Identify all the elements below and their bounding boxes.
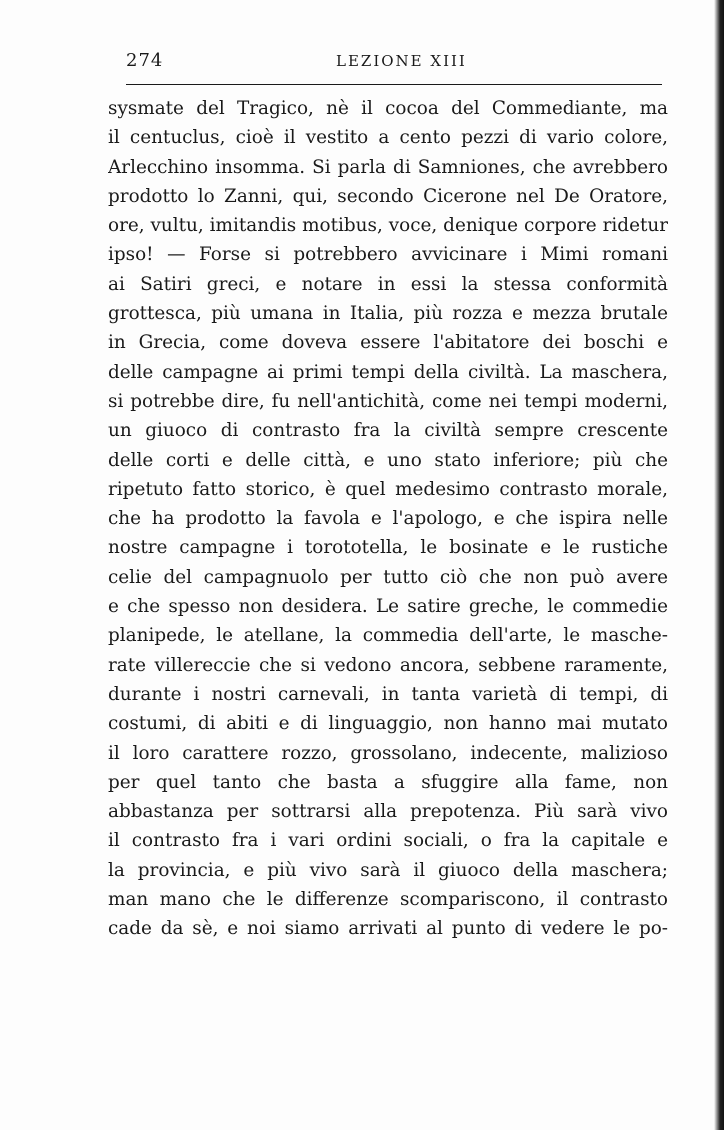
text-line: cade da sè, e noi siamo arrivati al punto di vedere le po- xyxy=(108,918,668,940)
text-line: per quel tanto che basta a sfuggire alla fame, non xyxy=(108,771,668,793)
text-line: planipede, le atellane, la commedia dell'arte, le masche- xyxy=(108,625,668,647)
text-line: ai Satiri greci, e notare in essi la stessa conformità xyxy=(108,273,668,295)
text-line: Arlecchino insomma. Si parla di Samniones, che avrebbero xyxy=(108,156,668,178)
text-line: la provincia, e più vivo sarà il giuoco della maschera; xyxy=(108,859,668,881)
text-line: costumi, di abiti e di linguaggio, non hanno mai mutato xyxy=(108,713,668,735)
text-line: rate villereccie che si vedono ancora, sebbene raramente, xyxy=(108,654,668,676)
text-line: delle corti e delle città, e uno stato inferiore; più che xyxy=(108,449,668,471)
page-header xyxy=(126,44,662,84)
header-rule xyxy=(126,84,662,85)
text-line: ore, vultu, imitandis motibus, voce, denique corpore ridetur xyxy=(108,215,668,237)
text-line: ipso! — Forse si potrebbero avvicinare i Mimi romani xyxy=(108,244,668,266)
text-line: abbastanza per sottrarsi alla prepotenza. Più sarà vivo xyxy=(108,801,668,823)
text-line: delle campagne ai primi tempi della civiltà. La maschera, xyxy=(108,361,668,383)
text-line: il centuclus, cioè il vestito a cento pezzi di vario colore, xyxy=(108,127,668,149)
text-line: ripetuto fatto storico, è quel medesimo contrasto morale, xyxy=(108,478,668,500)
text-line: in Grecia, come doveva essere l'abitatore dei boschi e xyxy=(108,332,668,354)
text-line: prodotto lo Zanni, qui, secondo Cicerone nel De Oratore, xyxy=(108,185,668,207)
text-line: grottesca, più umana in Italia, più rozza e mezza brutale xyxy=(108,303,668,325)
body-text xyxy=(108,94,668,944)
text-line: il contrasto fra i vari ordini sociali, o fra la capitale e xyxy=(108,830,668,852)
page-number: 274 xyxy=(126,50,164,71)
text-line: che ha prodotto la favola e l'apologo, e che ispira nelle xyxy=(108,508,668,530)
text-line: sysmate del Tragico, nè il cocoa del Commediante, ma xyxy=(108,98,668,119)
text-line: si potrebbe dire, fu nell'antichità, come nei tempi moderni, xyxy=(108,390,668,412)
text-line: e che spesso non desidera. Le satire greche, le commedie xyxy=(108,596,668,618)
page-edge-shadow xyxy=(714,0,724,1130)
text-line: man mano che le differenze scompariscono, il contrasto xyxy=(108,889,668,911)
running-head: LEZIONE XIII xyxy=(336,52,467,70)
text-line: nostre campagne i torototella, le bosinate e le rustiche xyxy=(108,537,668,559)
text-line: durante i nostri carnevali, in tanta varietà di tempi, di xyxy=(108,683,668,705)
text-line: celie del campagnuolo per tutto ciò che non può avere xyxy=(108,566,668,588)
text-line: un giuoco di contrasto fra la civiltà sempre crescente xyxy=(108,420,668,442)
text-line: il loro carattere rozzo, grossolano, indecente, malizioso xyxy=(108,742,668,764)
